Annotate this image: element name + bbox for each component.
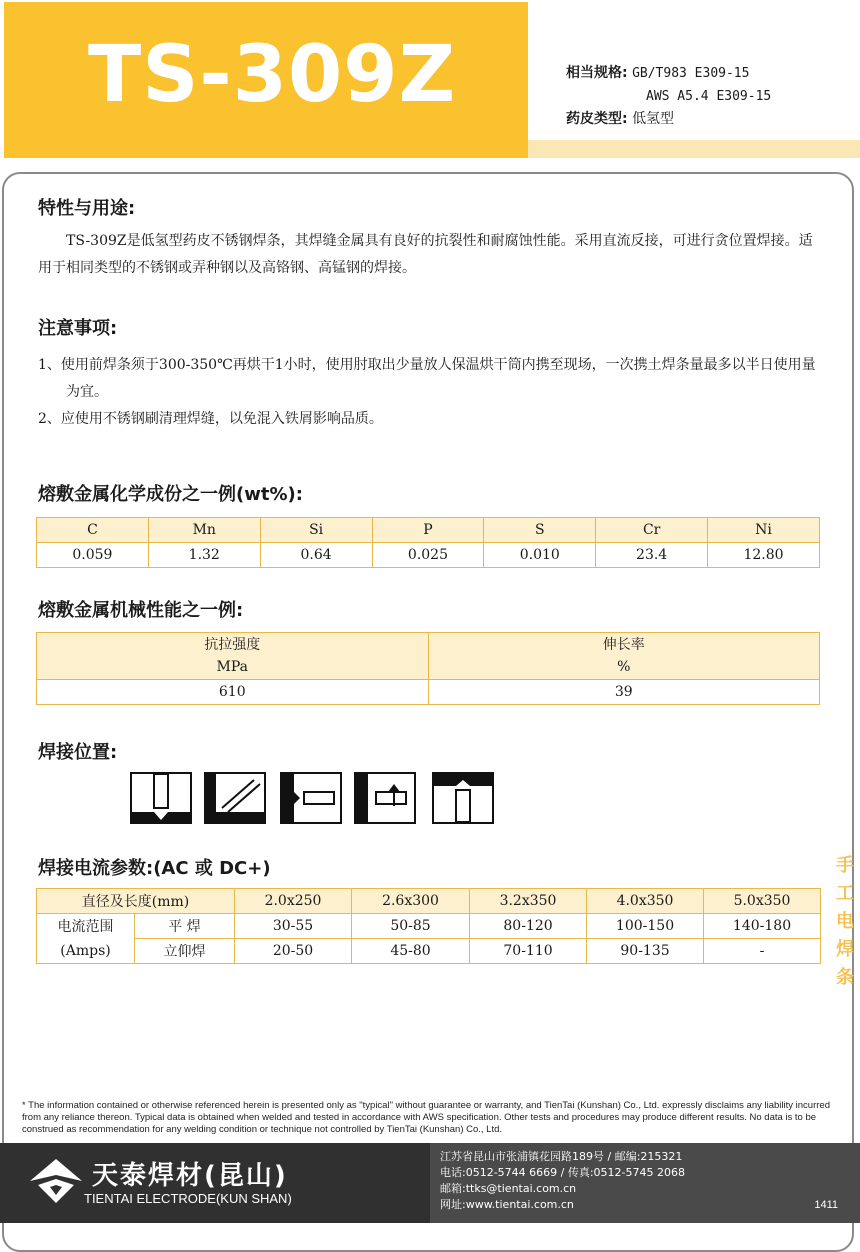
current-table — [36, 888, 821, 964]
content-frame — [2, 172, 854, 1252]
coating-value: 低氢型 — [632, 111, 675, 127]
chem-value-ni: 12.80 — [708, 543, 820, 568]
chemistry-header-row — [37, 518, 820, 543]
vert-label: 立仰焊 — [135, 939, 235, 964]
chem-value-c: 0.059 — [37, 543, 149, 568]
tensile-header — [37, 633, 429, 680]
company-logo-icon — [28, 1157, 84, 1205]
note-item-2: 2、应使用不锈钢刷清理焊缝，以免混入铁屑影响品质。 — [38, 411, 383, 427]
contact-website: 网址:www.tientai.com.cn — [440, 1198, 574, 1211]
chem-value-p: 0.025 — [372, 543, 484, 568]
chem-header-s: S — [484, 518, 596, 543]
current-title: 焊接电流参数:(AC 或 DC+) — [38, 858, 271, 879]
flat-value-2: 50-85 — [352, 914, 470, 939]
tensile-name: 抗拉强度 — [204, 637, 261, 653]
flat-value-1: 30-55 — [235, 914, 352, 939]
mechanical-title: 熔敷金属机械性能之一例: — [38, 600, 244, 621]
header-strip — [528, 140, 860, 158]
flat-value-5: 140-180 — [704, 914, 821, 939]
side-category-label: 手工电焊条 — [836, 855, 854, 988]
chem-header-mn: Mn — [148, 518, 260, 543]
range-unit: (Amps) — [60, 942, 111, 959]
coating-label: 药皮类型: — [566, 111, 628, 127]
current-header-row — [37, 889, 821, 914]
chem-header-si: Si — [260, 518, 372, 543]
range-label: 电流范围 — [57, 918, 114, 935]
vert-value-5: - — [704, 939, 821, 964]
elongation-name: 伸长率 — [602, 637, 645, 653]
flat-value-4: 100-150 — [587, 914, 704, 939]
chem-value-cr: 23.4 — [596, 543, 708, 568]
chem-header-p: P — [372, 518, 484, 543]
flat-position-icon — [130, 772, 192, 824]
size-3: 3.2x350 — [470, 889, 587, 914]
size-2: 2.6x300 — [352, 889, 470, 914]
flat-value-3: 80-120 — [470, 914, 587, 939]
contact-email: 邮箱:ttks@tientai.com.cn — [440, 1182, 577, 1195]
brand-name-en: TIENTAI ELECTRODE(KUN SHAN) — [84, 1191, 292, 1206]
horizontal-fillet-icon — [204, 772, 266, 824]
mechanical-header-row — [37, 633, 820, 680]
flat-row — [37, 914, 821, 939]
size-4: 4.0x350 — [587, 889, 704, 914]
features-text: TS-309Z是低氢型药皮不锈钢焊条，其焊缝金属具有良好的抗裂性和耐腐蚀性能。采用直流反接，可进行贪位置焊接。适用于相同类型的不锈钢或弄种钢以及高铬钢、高锰钢的焊接。 — [38, 233, 813, 276]
spec-block — [566, 62, 771, 130]
vert-value-2: 45-80 — [352, 939, 470, 964]
elongation-unit: % — [617, 659, 631, 675]
vertical-row — [37, 939, 821, 964]
product-title: TS-309Z — [88, 30, 457, 120]
elongation-header — [428, 633, 820, 680]
size-1: 2.0x250 — [235, 889, 352, 914]
contact-address: 江苏省昆山市张浦镇花园路189号 / 邮编:215321 — [440, 1150, 683, 1163]
overhead-position-icon — [432, 772, 494, 824]
footer — [0, 1143, 860, 1223]
vert-value-4: 90-135 — [587, 939, 704, 964]
chem-header-c: C — [37, 518, 149, 543]
vert-value-3: 70-110 — [470, 939, 587, 964]
chem-value-mn: 1.32 — [148, 543, 260, 568]
page-number: 1411 — [814, 1199, 838, 1211]
spec-value-1: GB/T983 E309-15 — [632, 66, 750, 81]
features-title: 特性与用途: — [38, 198, 136, 219]
chem-value-si: 0.64 — [260, 543, 372, 568]
vertical-position-icon — [354, 772, 416, 824]
tensile-unit: MPa — [216, 659, 248, 675]
note-item-1-text: 1、使用前焊条须于300-350℃再烘干1小时，使用肘取出少量放人保温烘干筒内携至现场，一次携土焊条量最多以半日使用量为宜。 — [38, 357, 816, 400]
note-item-1 — [38, 352, 820, 406]
size-5: 5.0x350 — [704, 889, 821, 914]
spec-label: 相当规格: — [566, 65, 628, 81]
flat-label: 平 焊 — [135, 914, 235, 939]
horizontal-position-icon — [280, 772, 342, 824]
chemistry-value-row — [37, 543, 820, 568]
chem-header-cr: Cr — [596, 518, 708, 543]
brand-name-cn: 天泰焊材(昆山) — [92, 1161, 288, 1191]
size-header: 直径及长度(mm) — [37, 889, 235, 914]
positions-title: 焊接位置: — [38, 742, 118, 763]
vert-value-1: 20-50 — [235, 939, 352, 964]
tensile-value: 610 — [37, 680, 429, 705]
chem-header-ni: Ni — [708, 518, 820, 543]
disclaimer-text: * The information contained or otherwise referenced herein is presented only as "typical" without guarantee or warranty, and TienTai (Kunshan) Co., Ltd. expressly disclaims any liability incurred from any reliance thereon. Typical data is obtained when welded and tested in accordance with AWS specification. Other tests and procedures may produce different results. No data is to be construed as recommendation for any welding condition or technique not controlled by TienTai (Kunshan) Co., Ltd. — [22, 1100, 830, 1135]
mechanical-value-row — [37, 680, 820, 705]
chemistry-title: 熔敷金属化学成份之一例(wt%): — [38, 484, 303, 505]
range-label-cell — [37, 914, 135, 964]
elongation-value: 39 — [428, 680, 820, 705]
contact-info — [440, 1149, 685, 1213]
notes-title: 注意事项: — [38, 318, 118, 339]
mechanical-table — [36, 632, 820, 705]
chem-value-s: 0.010 — [484, 543, 596, 568]
spec-value-2: AWS A5.4 E309-15 — [646, 89, 772, 104]
chemistry-table — [36, 517, 820, 568]
contact-phone: 电话:0512-5744 6669 / 传真:0512-5745 2068 — [440, 1166, 686, 1179]
